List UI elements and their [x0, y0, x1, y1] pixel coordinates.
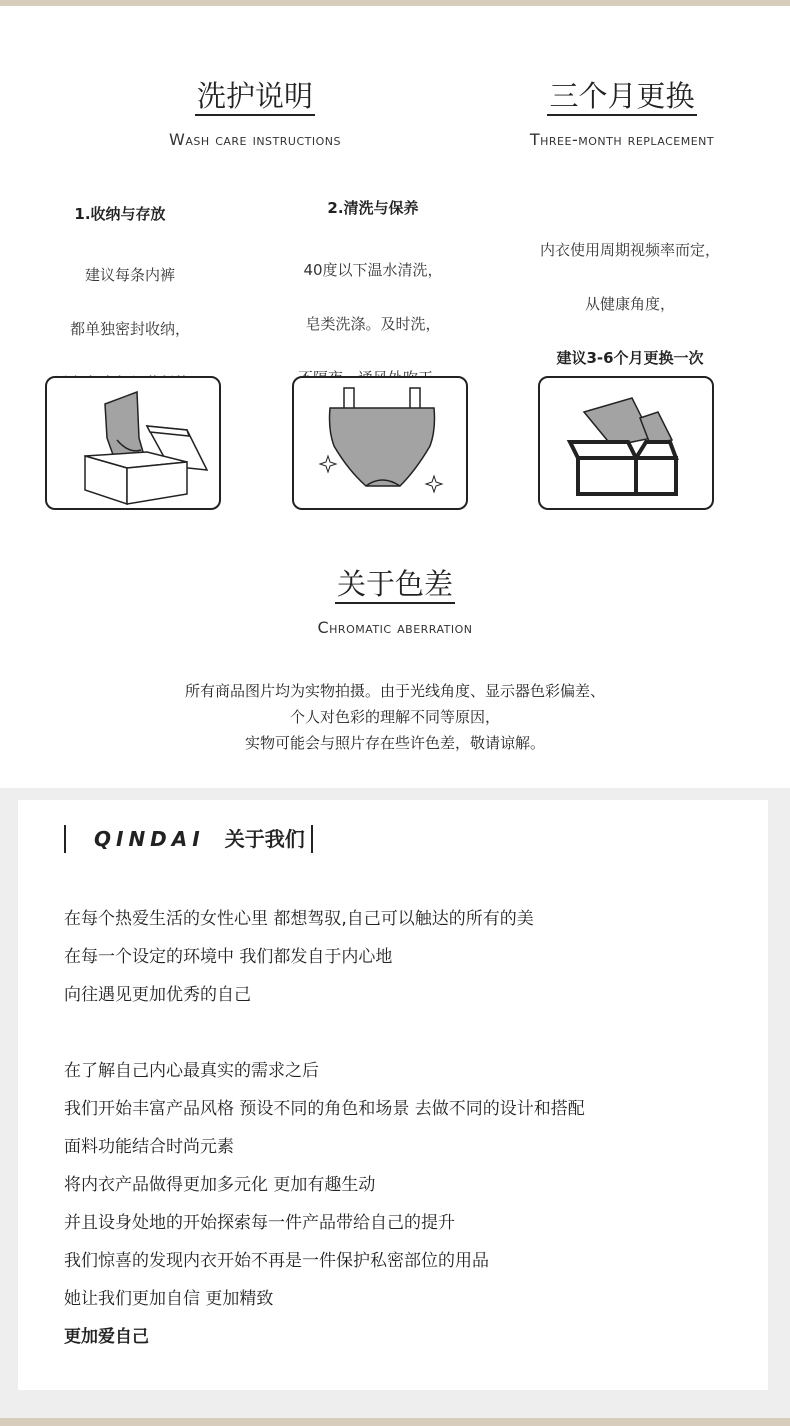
about-line: 在了解自己内心最真实的需求之后 — [64, 1061, 319, 1081]
replacement-line-emphasis: 建议3-6个月更换一次 — [556, 349, 704, 367]
heading-bar-right — [311, 825, 313, 853]
top-accent-bar — [0, 0, 790, 6]
washing-line: 40度以下温水清洗， — [303, 261, 443, 279]
about-text — [64, 900, 585, 1356]
storage-title: 1.收纳与存放 — [74, 205, 166, 223]
color-difference-line: 个人对色彩的理解不同等原因， — [289, 708, 500, 726]
about-line: 向往遇见更加优秀的自己 — [64, 985, 251, 1005]
about-line: 面料功能结合时尚元素 — [64, 1137, 234, 1157]
about-line: 将内衣产品做得更加多元化 更加有趣生动 — [64, 1175, 376, 1195]
heading-bar-left — [64, 825, 66, 853]
washing-line: 皂类洗涤。及时洗， — [305, 315, 441, 333]
storage-box-icon — [45, 376, 221, 510]
about-label: 关于我们 — [224, 827, 305, 851]
about-line: 我们开始丰富产品风格 预设不同的角色和场景 去做不同的设计和搭配 — [64, 1099, 585, 1119]
about-line: 在每一个设定的环境中 我们都发自于内心地 — [64, 947, 393, 967]
about-line: 在每个热爱生活的女性心里 都想驾驭,自己可以触达的所有的美 — [64, 909, 534, 929]
color-difference-subtitle: Chromatic aberration — [317, 618, 473, 637]
about-spacer — [64, 1014, 585, 1052]
storage-line: 都单独密封收纳， — [69, 320, 190, 338]
brand-name: QINDAI — [94, 827, 205, 851]
wash-care-subtitle: Wash care instructions — [169, 130, 341, 149]
about-line: 并且设身处地的开始探索每一件产品带给自己的提升 — [64, 1213, 455, 1233]
about-line: 她让我们更加自信 更加精致 — [64, 1289, 274, 1309]
about-line: 我们惊喜的发现内衣开始不再是一件保护私密部位的用品 — [64, 1251, 489, 1271]
replacement-line: 内衣使用周期视频率而定， — [539, 241, 720, 259]
replacement-text — [505, 210, 755, 399]
replacement-subtitle: Three-month replacement — [529, 130, 715, 149]
replacement-title: 三个月更换 — [522, 78, 722, 114]
wash-care-title: 洗护说明 — [155, 78, 355, 114]
bottom-accent-bar — [0, 1418, 790, 1426]
open-box-icon — [538, 376, 714, 510]
hanging-underwear-icon — [292, 376, 468, 510]
about-line-closing: 更加爱自己 — [64, 1327, 149, 1347]
washing-title: 2.清洗与保养 — [327, 199, 419, 217]
storage-line: 建议每条内裤 — [84, 266, 175, 284]
replacement-line: 从健康角度， — [584, 295, 675, 313]
color-difference-line: 所有商品图片均为实物拍摄。由于光线角度、显示器色彩偏差、 — [184, 682, 605, 700]
color-difference-title: 关于色差 — [295, 566, 495, 602]
color-difference-line: 实物可能会与照片存在些许色差，敬请谅解。 — [244, 734, 545, 752]
about-heading — [64, 822, 313, 856]
